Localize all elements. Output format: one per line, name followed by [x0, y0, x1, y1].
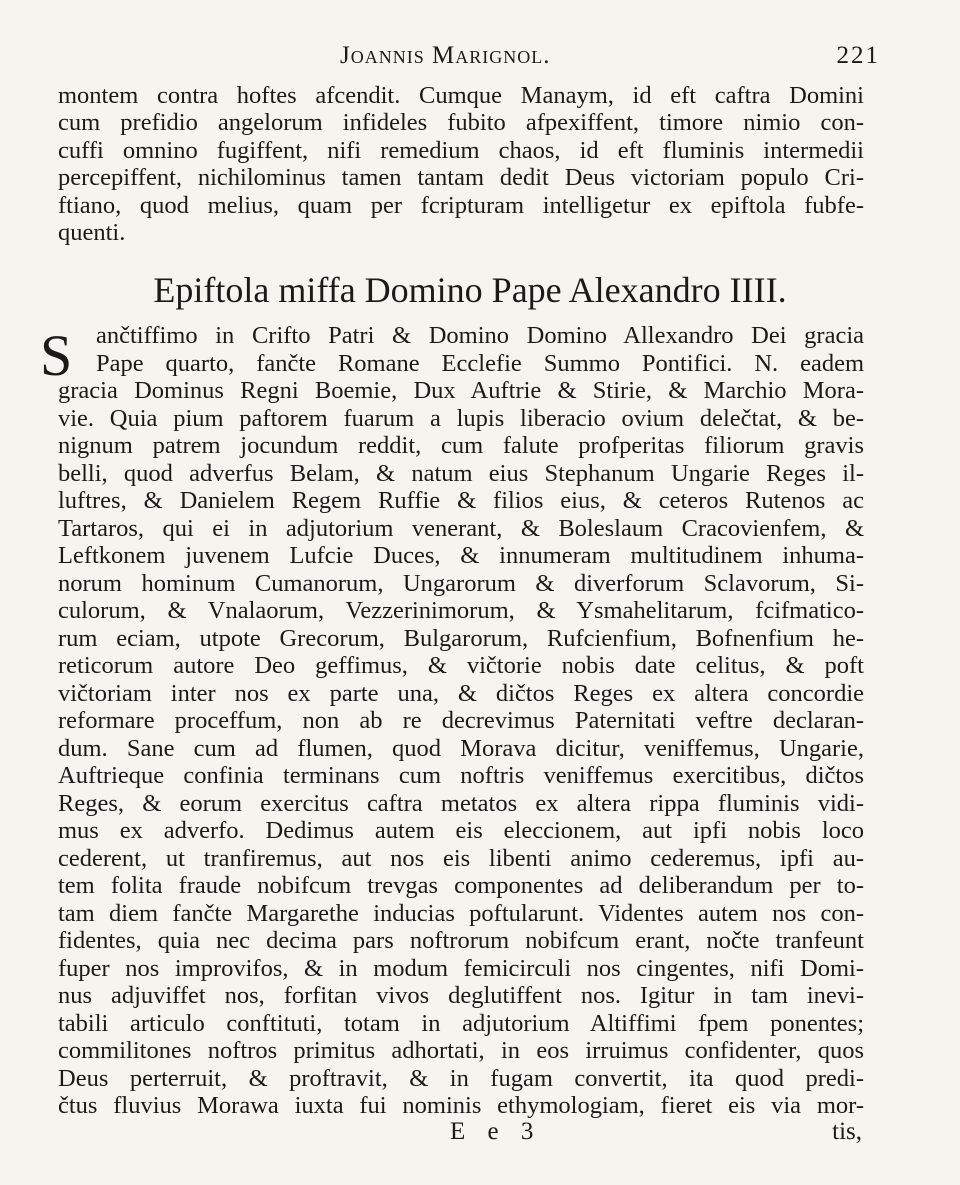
letter-line: nus adjuviffet nos, forfitan vivos deglutiffent nos. Igitur in tam inevi- [58, 982, 864, 1009]
catchword: tis, [832, 1118, 862, 1145]
letter-line: norum hominum Cumanorum, Ungarorum & diverforum Sclavorum, Si- [58, 570, 864, 597]
letter-line: Pape quarto, fančte Romane Ecclefie Summo Pontifici. N. eadem [96, 350, 864, 377]
letter-line: mus ex adverfo. Dedimus autem eis eleccionem, aut ipfi nobis loco [58, 817, 864, 844]
letter-line: Tartaros, qui ei in adjutorium venerant, & Boleslaum Cracovienfem, & [58, 515, 864, 542]
running-head: Joannis Marignol. [340, 42, 551, 69]
letter-line: nignum patrem jocundum reddit, cum falute profperitas filiorum gravis [58, 432, 864, 459]
letter-line: dum. Sane cum ad flumen, quod Morava dicitur, veniffemus, Ungarie, [58, 735, 864, 762]
intro-line: ftiano, quod melius, quam per fcripturam intelligetur ex epiftola fubfe- [58, 192, 864, 219]
intro-line: quenti. [58, 219, 126, 246]
letter-line: commilitones noftros primitus adhortati, in eos irruimus confidenter, quos [58, 1037, 864, 1064]
page-number: 221 [836, 42, 880, 69]
letter-line: Deus perterruit, & proftravit, & in fugam convertit, ita quod predi- [58, 1065, 864, 1092]
letter-line: Leftkonem juvenem Lufcie Duces, & innumeram multitudinem inhuma- [58, 542, 864, 569]
intro-line: montem contra hoftes afcendit. Cumque Manaym, id eft caftra Domini [58, 82, 864, 109]
letter-line: fuper nos improvifos, & in modum femicirculi nos cingentes, nifi Domi- [58, 955, 864, 982]
letter-line: čtus fluvius Morawa iuxta fui nominis ethymologiam, fieret eis via mor- [58, 1092, 864, 1119]
letter-line: tabili articulo conftituti, totam in adjutorium Altiffimi fpem ponentes; [58, 1010, 864, 1037]
page-footer [0, 1118, 960, 1152]
letter-line: tem folita fraude nobifcum trevgas componentes ad deliberandum per to- [58, 872, 864, 899]
letter-line: reformare proceffum, non ab re decrevimus Paternitati veftre declaran- [58, 707, 864, 734]
drop-initial: S [40, 323, 73, 388]
letter-line: gracia Dominus Regni Boemie, Dux Auftrie & Stirie, & Marchio Mora- [58, 377, 864, 404]
letter-line: Auftrieque confinia terminans cum noftris veniffemus exercitibus, dičtos [58, 762, 864, 789]
letter-line: cederent, ut tranfiremus, aut nos eis libenti animo cederemus, ipfi au- [58, 845, 864, 872]
letter-line: luftres, & Danielem Regem Ruffie & filios eius, & ceteros Rutenos ac [58, 487, 864, 514]
letter-line: culorum, & Vnalaorum, Vezzerinimorum, & Ysmahelitarum, fcifmatico- [58, 597, 864, 624]
letter-line: rum eciam, utpote Grecorum, Bulgarorum, Rufcienfium, Bofnenfium he- [58, 625, 864, 652]
letter-line: tam diem fančte Margarethe inducias poftularunt. Videntes autem nos con- [58, 900, 864, 927]
letter-line: vičtoriam inter nos ex parte una, & dičtos Reges ex altera concordie [58, 680, 864, 707]
intro-line: cuffi omnino fugiffent, nifi remedium chaos, id eft fluminis intermedii [58, 137, 864, 164]
intro-line: cum prefidio angelorum infideles fubito afpexiffent, timore nimio con- [58, 109, 864, 136]
letter-line: belli, quod adverfus Belam, & natum eius Stephanum Ungarie Reges il- [58, 460, 864, 487]
letter-line: fidentes, quia nec decima pars noftrorum nobifcum erant, nočte tranfeunt [58, 927, 864, 954]
signature-mark: E e 3 [450, 1118, 542, 1145]
letter-line: reticorum autore Deo geffimus, & vičtorie nobis date celitus, & poft [58, 652, 864, 679]
letter-line: vie. Quia pium paftorem fuarum a lupis liberacio ovium delečtat, & be- [58, 405, 864, 432]
letter-line: ančtiffimo in Crifto Patri & Domino Domino Allexandro Dei gracia [96, 322, 864, 349]
letter-heading: Epiftola miffa Domino Pape Alexandro IIII. [153, 270, 787, 310]
letter-line: Reges, & eorum exercitus caftra metatos ex altera rippa fluminis vidi- [58, 790, 864, 817]
intro-line: percepiffent, nichilominus tamen tantam dedit Deus victoriam populo Cri- [58, 164, 864, 191]
